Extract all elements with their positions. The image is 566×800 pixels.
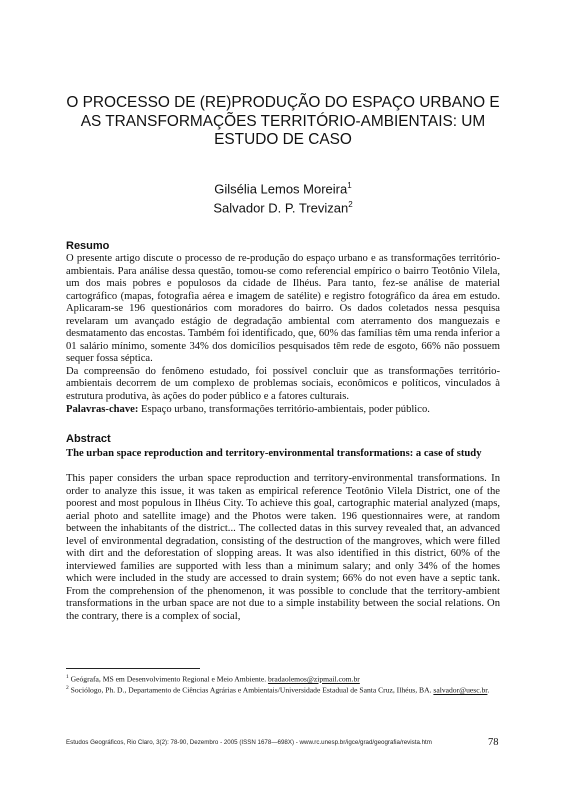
abstract-body xyxy=(66,473,500,624)
email-link[interactable]: bradaolemos@zipmail.com.br xyxy=(268,674,360,684)
footnote xyxy=(66,673,500,684)
resumo-heading: Resumo xyxy=(66,240,110,252)
abstract-subtitle: The urban space reproduction and territory-environmental transformations: a case of study xyxy=(66,448,482,459)
abstract-paragraph: This paper considers the urban space reproduction and territory-environmental transformations. In order to analyze this issue, it was taken as empirical reference Teotônio Vilela District, one of the poorest and most populous in Ilhéus City. To achieve this goal, cartographic material analyzed (maps, aerial photo and satellite image) and the Photos were taken. 196 questionnaires were, at random between the inhabitants of the district... The collected datas in this survey revealed that, an advanced level of environmental degradation, consisting of the destruction of the mangroves, which were filled with dirt and the deforestation of slopping areas. It was also identified in this district, 60% of the interviewed families are supported with less than a minimum salary; and only 34% of the homes which were included in the study are accessed to drain system; 66% do not even have a septic tank. From the comprehension of the phenomenon, it was possible to conclude that the territory-ambient transformations in the urban space are not due to a simple instability between the social relations. On the contrary, there is a complex of social, xyxy=(66,473,500,623)
footnote-marker: 1 xyxy=(347,181,352,190)
author-name: Salvador D. P. Trevizan xyxy=(213,200,349,216)
footnote xyxy=(66,684,500,695)
keywords-label: Palavras-chave: xyxy=(66,403,139,415)
journal-citation: Estudos Geográficos, Rio Claro, 3(2): 78-90, Dezembro - 2005 (ISSN 1678—698X) - www.rc.unesp.br/igce/grad/geografia/revista.htm xyxy=(66,739,432,746)
article-title: O PROCESSO DE (RE)PRODUÇÃO DO ESPAÇO URBANO E AS TRANSFORMAÇÕES TERRITÓRIO-AMBIENTAIS: UM ESTUDO DE CASO xyxy=(66,94,500,148)
resumo-body xyxy=(66,253,500,416)
page-number: 78 xyxy=(488,737,499,748)
keywords-line xyxy=(66,404,500,417)
resumo-paragraph: Da compreensão do fenômeno estudado, foi possível concluir que as transformações território-ambientais decorrem de um complexo de problemas sociais, econômicos e políticos, vinculados à estrutura produtiva, às ações do poder público e a fatores culturais. xyxy=(66,365,500,403)
author-line xyxy=(60,197,506,216)
resumo-paragraph: O presente artigo discute o processo de re-produção do espaço urbano e as transformações território-ambientais. Para análise dessa questão, tomou-se como referencial empírico o bairro Teotônio Vilela, um dos mais pobres e populosos da cidade de Ilhéus. Para tanto, fez-se análise de material cartográfico (mapas, fotografia aérea e imagem de satélite) e registro fotográfico da área em estudo. Aplicaram-se 196 questionários com moradores do bairro. Os dados coletados nessa pesquisa revelaram um avançado estágio de degradação ambiental com aterramento dos manguezais e desmatamento das encostas. Também foi identificado, que, 60% das famílias têm uma renda inferior a 01 salário mínimo, somente 34% dos domicílios pesquisados têm rede de esgoto, 66% não possuem sequer fossa séptica. xyxy=(66,253,500,365)
footnotes xyxy=(66,673,500,695)
email-link[interactable]: salvador@uesc.br xyxy=(433,685,488,695)
abstract-heading: Abstract xyxy=(66,433,111,445)
footnote-marker: 2 xyxy=(348,199,353,209)
footnote-punct: . xyxy=(487,685,490,695)
footnote-marker: 2 xyxy=(66,685,69,692)
author-name: Gilsélia Lemos Moreira xyxy=(214,181,348,197)
footnote-text: Geógrafa, MS em Desenvolvimento Regional e Meio Ambiente. xyxy=(68,674,269,684)
keywords-text: Espaço urbano, transformações território-ambientais, poder público. xyxy=(138,403,430,415)
footnote-divider xyxy=(66,668,200,669)
footnote-marker: 1 xyxy=(66,674,69,680)
author-line xyxy=(60,178,506,197)
footnote-text: Sociólogo, Ph. D., Departamento de Ciências Agrárias e Ambientais/Universidade Estadual de Santa Cruz, Ilhéus, BA. xyxy=(68,685,434,695)
author-list xyxy=(60,178,506,216)
